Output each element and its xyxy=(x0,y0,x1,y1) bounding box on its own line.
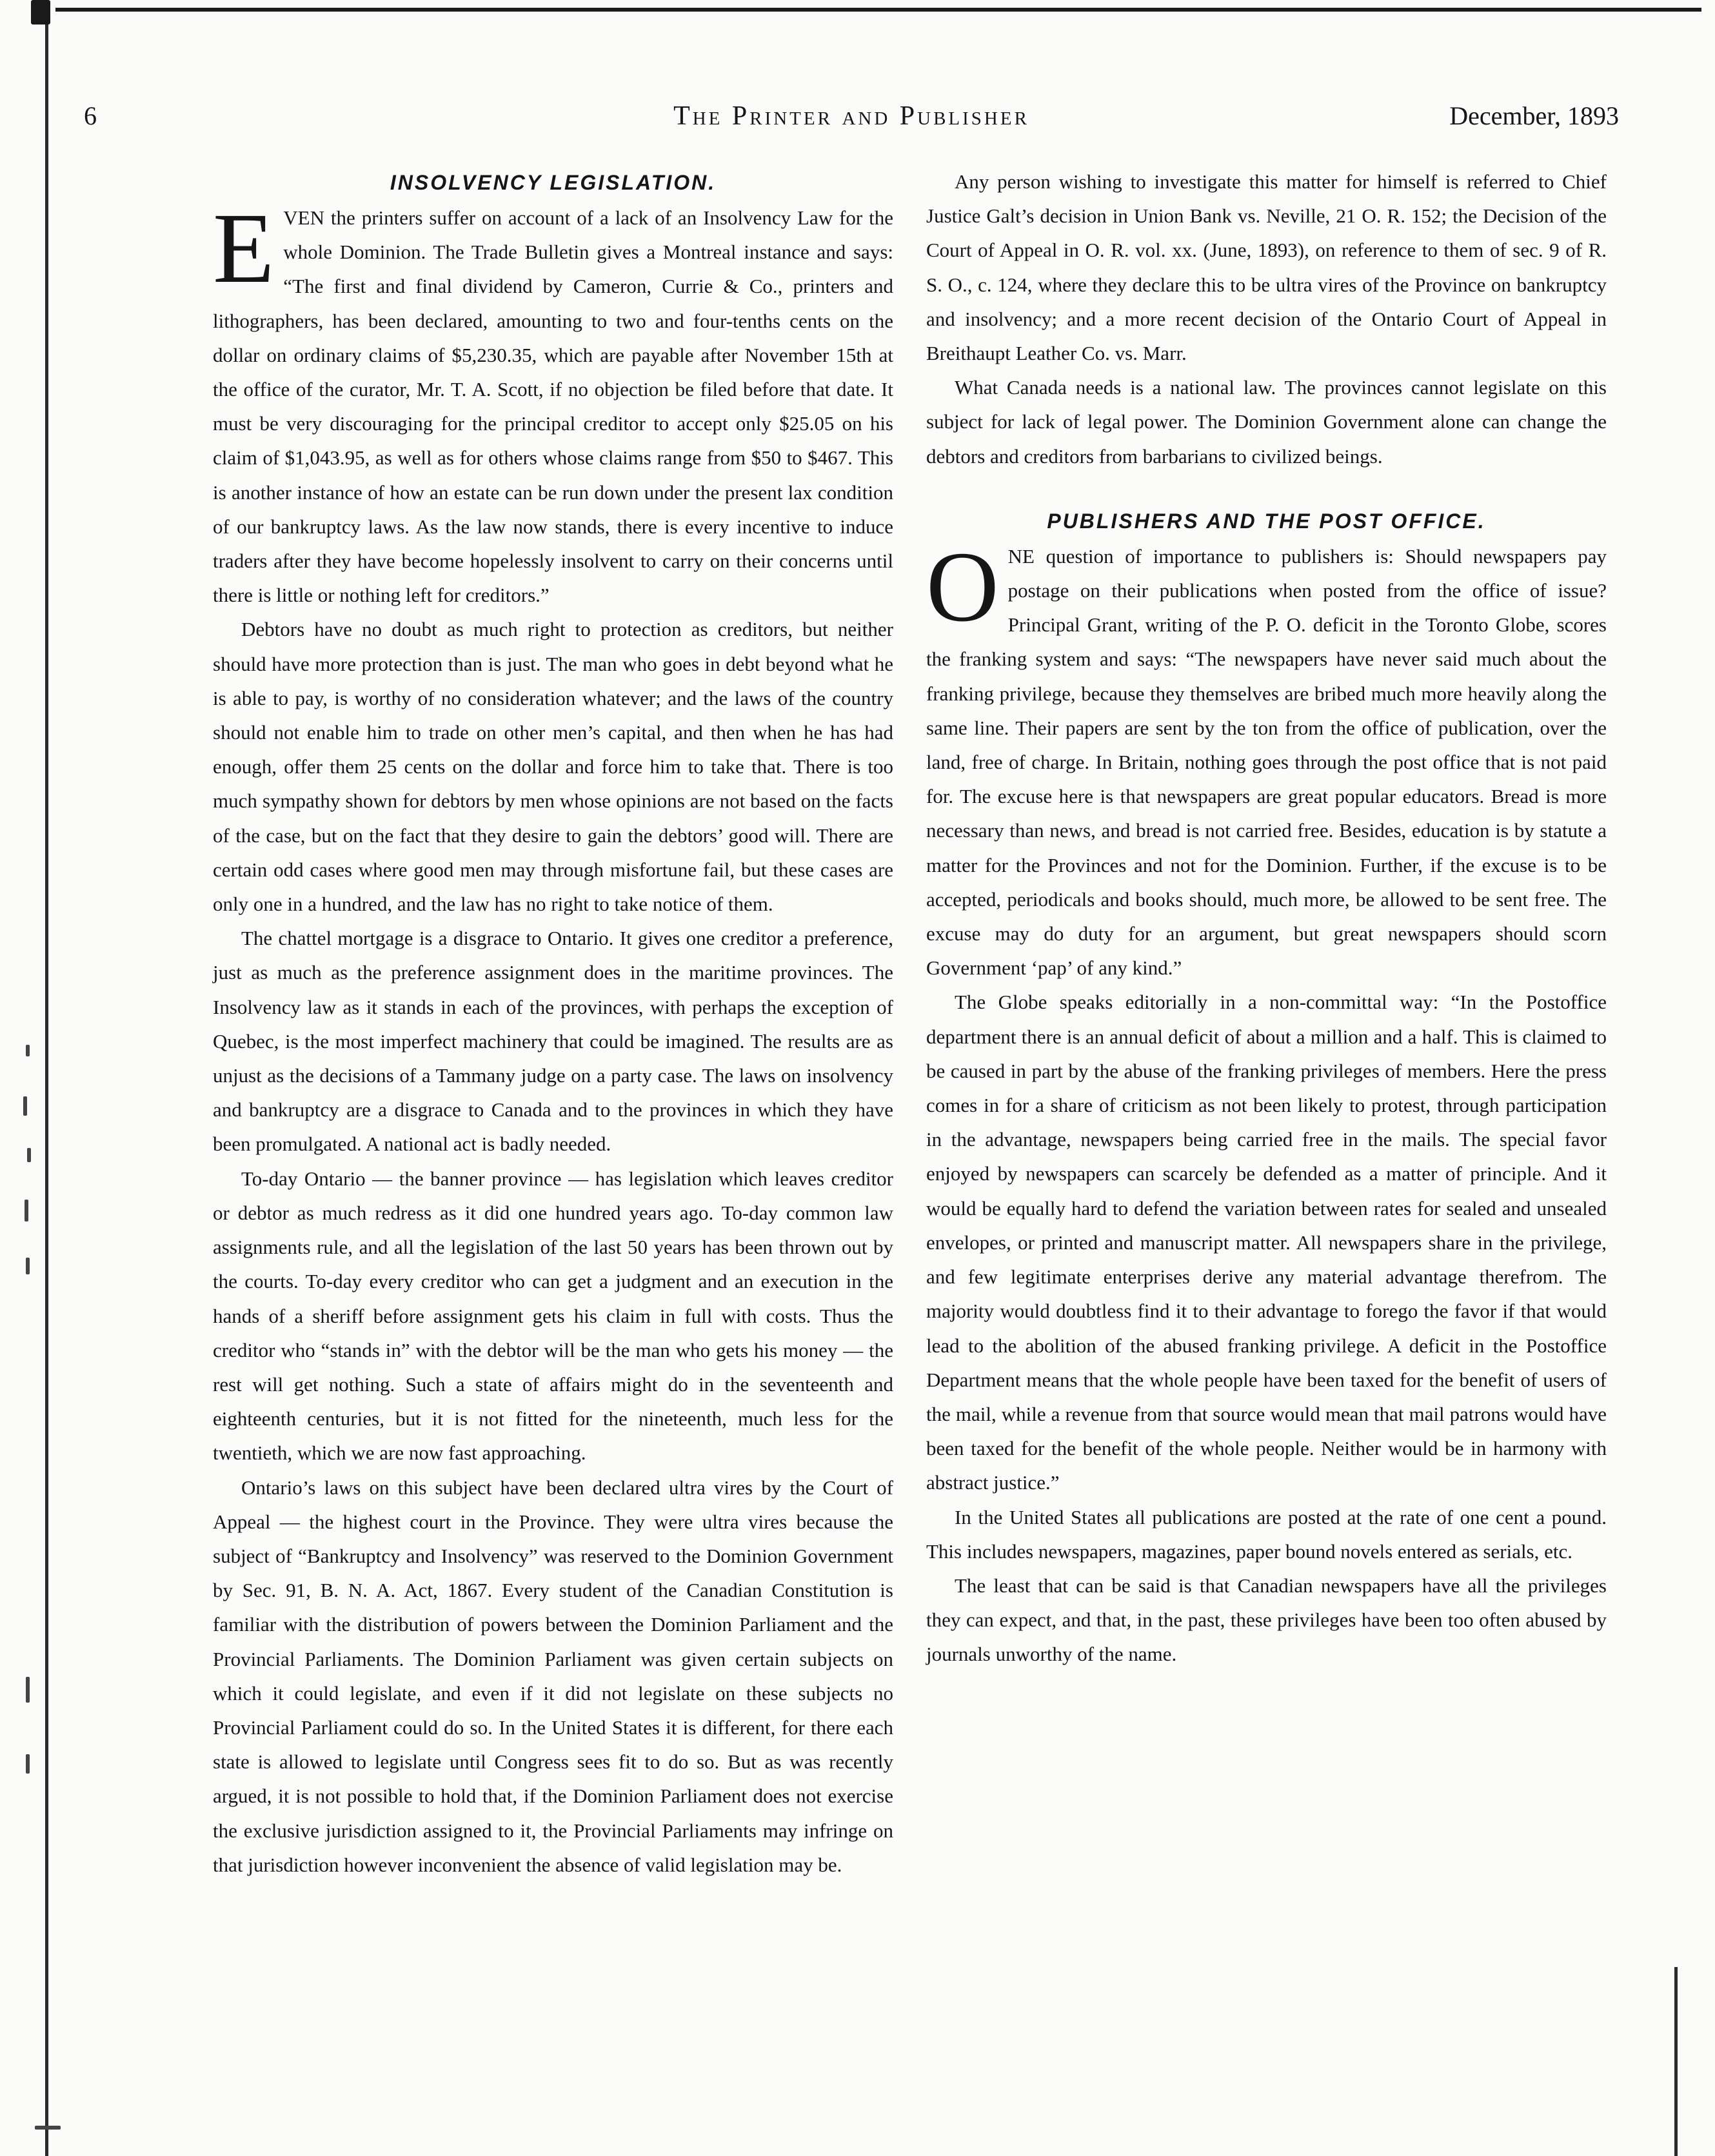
post-office-paragraph: The least that can be said is that Canadian newspapers have all the privileges they can expect, and that, in the past, these privileges have been too often abused by journals unworthy of the name. xyxy=(926,1574,1607,1666)
insolvency-paragraph: Debtors have no doubt as much right to protection as creditors, but neither should have more protection than is just. The man who goes in debt beyond what he is able to pay, is worthy of no consideration whatever; and the laws of the country should not enable him to trade on other men’s capital, and then when he has had enough, offer them 25 cents on the dollar and force him to take that. There is too much sympathy shown for debtors by men whose opinions are not based on the facts of the case, but on the fact that they desire to gain the debtors’ good will. There are certain odd cases where good men may through misfortune fail, but these cases are only one in a hundred, and the law has no right to take notice of them. xyxy=(213,618,893,916)
running-head xyxy=(84,97,1619,135)
scan-corner-mark xyxy=(31,0,50,25)
scan-speck xyxy=(35,2126,61,2130)
scan-speck xyxy=(26,1677,30,1703)
post-office-paragraph: ONE question of importance to publishers is: Should newspapers pay postage on their publications when posted from the office of issue? Principal Grant, writing of the P. O. deficit in the Toronto Globe, scores the franking system and says: “The newspapers have never said much about the franking privilege, because they themselves are bribed much more heavily along the same line. Their papers are sent by the ton from the office of publication, over the land, free of charge. In Britain, nothing goes through the post office that is not paid for. The excuse here is that newspapers are great popular educators. Bread is more necessary than news, and bread is not carried free. Besides, education is by statute a matter for the Provinces and not for the Dominion. Further, if the excuse is to be accepted, periodicals and books should, much more, be allowed to be sent free. The excuse may do duty for an argument, but great newspapers should scorn Government ‘pap’ of any kind.” xyxy=(926,530,1607,980)
scan-speck xyxy=(26,1754,30,1774)
scan-right-edge xyxy=(1674,1967,1678,2156)
insolvency-paragraph: To-day Ontario — the banner province — has legislation which leaves creditor or debtor as much redress as it did one hundred years ago. To-day common law assignments rule, and all the legislation of the last 50 years has been thrown out by the courts. To-day every creditor who can get a judgment and an execution in the hands of a sheriff before assignment gets his claim in full with costs. Thus the creditor who “stands in” with the debtor will be the man who gets his money — the rest will get nothing. Such a state of affairs might do in the seventeenth and eighteenth centuries, but it is not fitted for the nineteenth, much less for the twentieth, which we are now fast approaching. xyxy=(213,1167,893,1465)
insolvency-paragraph: What Canada needs is a national law. The provinces cannot legislate on this subject for lack of legal power. The Dominion Government alone can change the debtors and creditors from barbarians to civilized beings. xyxy=(926,376,1607,468)
scan-speck xyxy=(25,1200,28,1221)
header-rule xyxy=(55,8,1701,12)
article-title-post-office: PUBLISHERS AND THE POST OFFICE. xyxy=(1047,509,1486,533)
post-office-paragraph: In the United States all publications are posted at the rate of one cent a pound. This includes newspapers, magazines, paper bound novels entered as serials, etc. xyxy=(926,1505,1607,1563)
insolvency-paragraph: The chattel mortgage is a disgrace to Ontario. It gives one creditor a preference, just as much as the preference assignment does in the maritime provinces. The Insolvency law as it stands in each of the provinces, with perhaps the exception of Quebec, is the most imperfect machinery that could be imagined. The results are as unjust as the decisions of a Tammany judge on a party case. The laws on insolvency and bankruptcy are a disgrace to Canada and to the provinces in which they have been promulgated. A national act is badly needed. xyxy=(213,927,893,1156)
left-column xyxy=(213,164,893,1882)
post-office-paragraph: The Globe speaks editorially in a non-committal way: “In the Postoffice department there is an annual deficit of about a million and a half. This is claimed to be caused in part by the abuse of the franking privileges of members. Here the press comes in for a share of criticism as not been likely to protest, through participation in the advantage, newspapers being carried free in the mails. The special favor enjoyed by newspapers can scarcely be defended as a matter of principle. And it would be equally hard to defend the variation between rates for sealed and unsealed envelopes, or printed and manuscript matter. All newspapers share in the privilege, and few legitimate enterprises derive any material advantage therefrom. The majority would doubtless find it to their advantage to forego the favor if that would lead to the abolition of the abused franking privilege. A deficit in the Postoffice Department means that the whole people have been taxed for the benefit of users of the mail, while a revenue from that source would mean that mail patrons would have been taxed for the benefit of the whole people. Neither would be in harmony with abstract justice.” xyxy=(926,991,1607,1494)
insolvency-paragraph: EVEN the printers suffer on account of a lack of an Insolvency Law for the whole Dominion. The Trade Bulletin gives a Montreal instance and says: “The first and final dividend by Cameron, Currie & Co., printers and lithographers, has been declared, amounting to two and four-tenths cents on the dollar on ordinary claims of $5,230.35, which are payable after November 15th at the office of the curator, Mr. T. A. Scott, if no objection be filed before that date. It must be very discouraging for the principal creditor to accept only $25.05 on his claim of $1,043.95, as well as for others whose claims range from $50 to $467. This is another instance of how an estate can be run down under the present lax condition of our bankruptcy laws. As the law now stands, there is every incentive to induce traders after they have become hopelessly insolvent to carry on their concerns until there is little or nothing left for creditors.” xyxy=(213,192,893,607)
scan-speck xyxy=(27,1148,31,1162)
page-number: 6 xyxy=(84,101,97,130)
insolvency-paragraph: Any person wishing to investigate this matter for himself is referred to Chief Justice Galt’s decision in Union Bank vs. Neville, 21 O. R. 152; the Decision of the Court of Appeal in O. R. vol. xx. (June, 1893), on reference to them of sec. 9 of R. S. O., c. 124, where they declare this to be ultra vires of the Province on bankruptcy and insolvency; and a more recent decision of the Ontario Court of Appeal in Breithaupt Leather Co. vs. Marr. xyxy=(926,170,1607,365)
scan-left-edge xyxy=(45,0,48,2156)
scan-speck xyxy=(23,1096,27,1116)
scan-speck xyxy=(26,1045,30,1056)
right-column xyxy=(926,164,1607,1672)
scan-speck xyxy=(26,1258,30,1274)
article-title-insolvency: INSOLVENCY LEGISLATION. xyxy=(390,171,717,194)
issue-date: December, 1893 xyxy=(1449,101,1619,130)
publication-title: The Printer and Publisher xyxy=(673,101,1029,131)
insolvency-paragraph: Ontario’s laws on this subject have been declared ultra vires by the Court of Appeal — the highest court in the Province. They were ultra vires because the subject of “Bankruptcy and Insolvency” was reserved to the Dominion Government by Sec. 91, B. N. A. Act, 1867. Every student of the Canadian Constitution is familiar with the distribution of powers between the Dominion Parliament and the Provincial Parliaments. The Dominion Parliament was given certain subjects on which it could legislate, and even if it did not legislate on these subjects no Provincial Parliament could do so. In the United States it is different, for there each state is allowed to legislate until Congress sees fit to do so. But as was recently argued, it is not possible to hold that, if the Dominion Parliament does not exercise the exclusive jurisdiction assigned to it, the Provincial Parliaments may infringe on that jurisdiction however inconvenient the absence of valid legislation may be. xyxy=(213,1476,893,1876)
